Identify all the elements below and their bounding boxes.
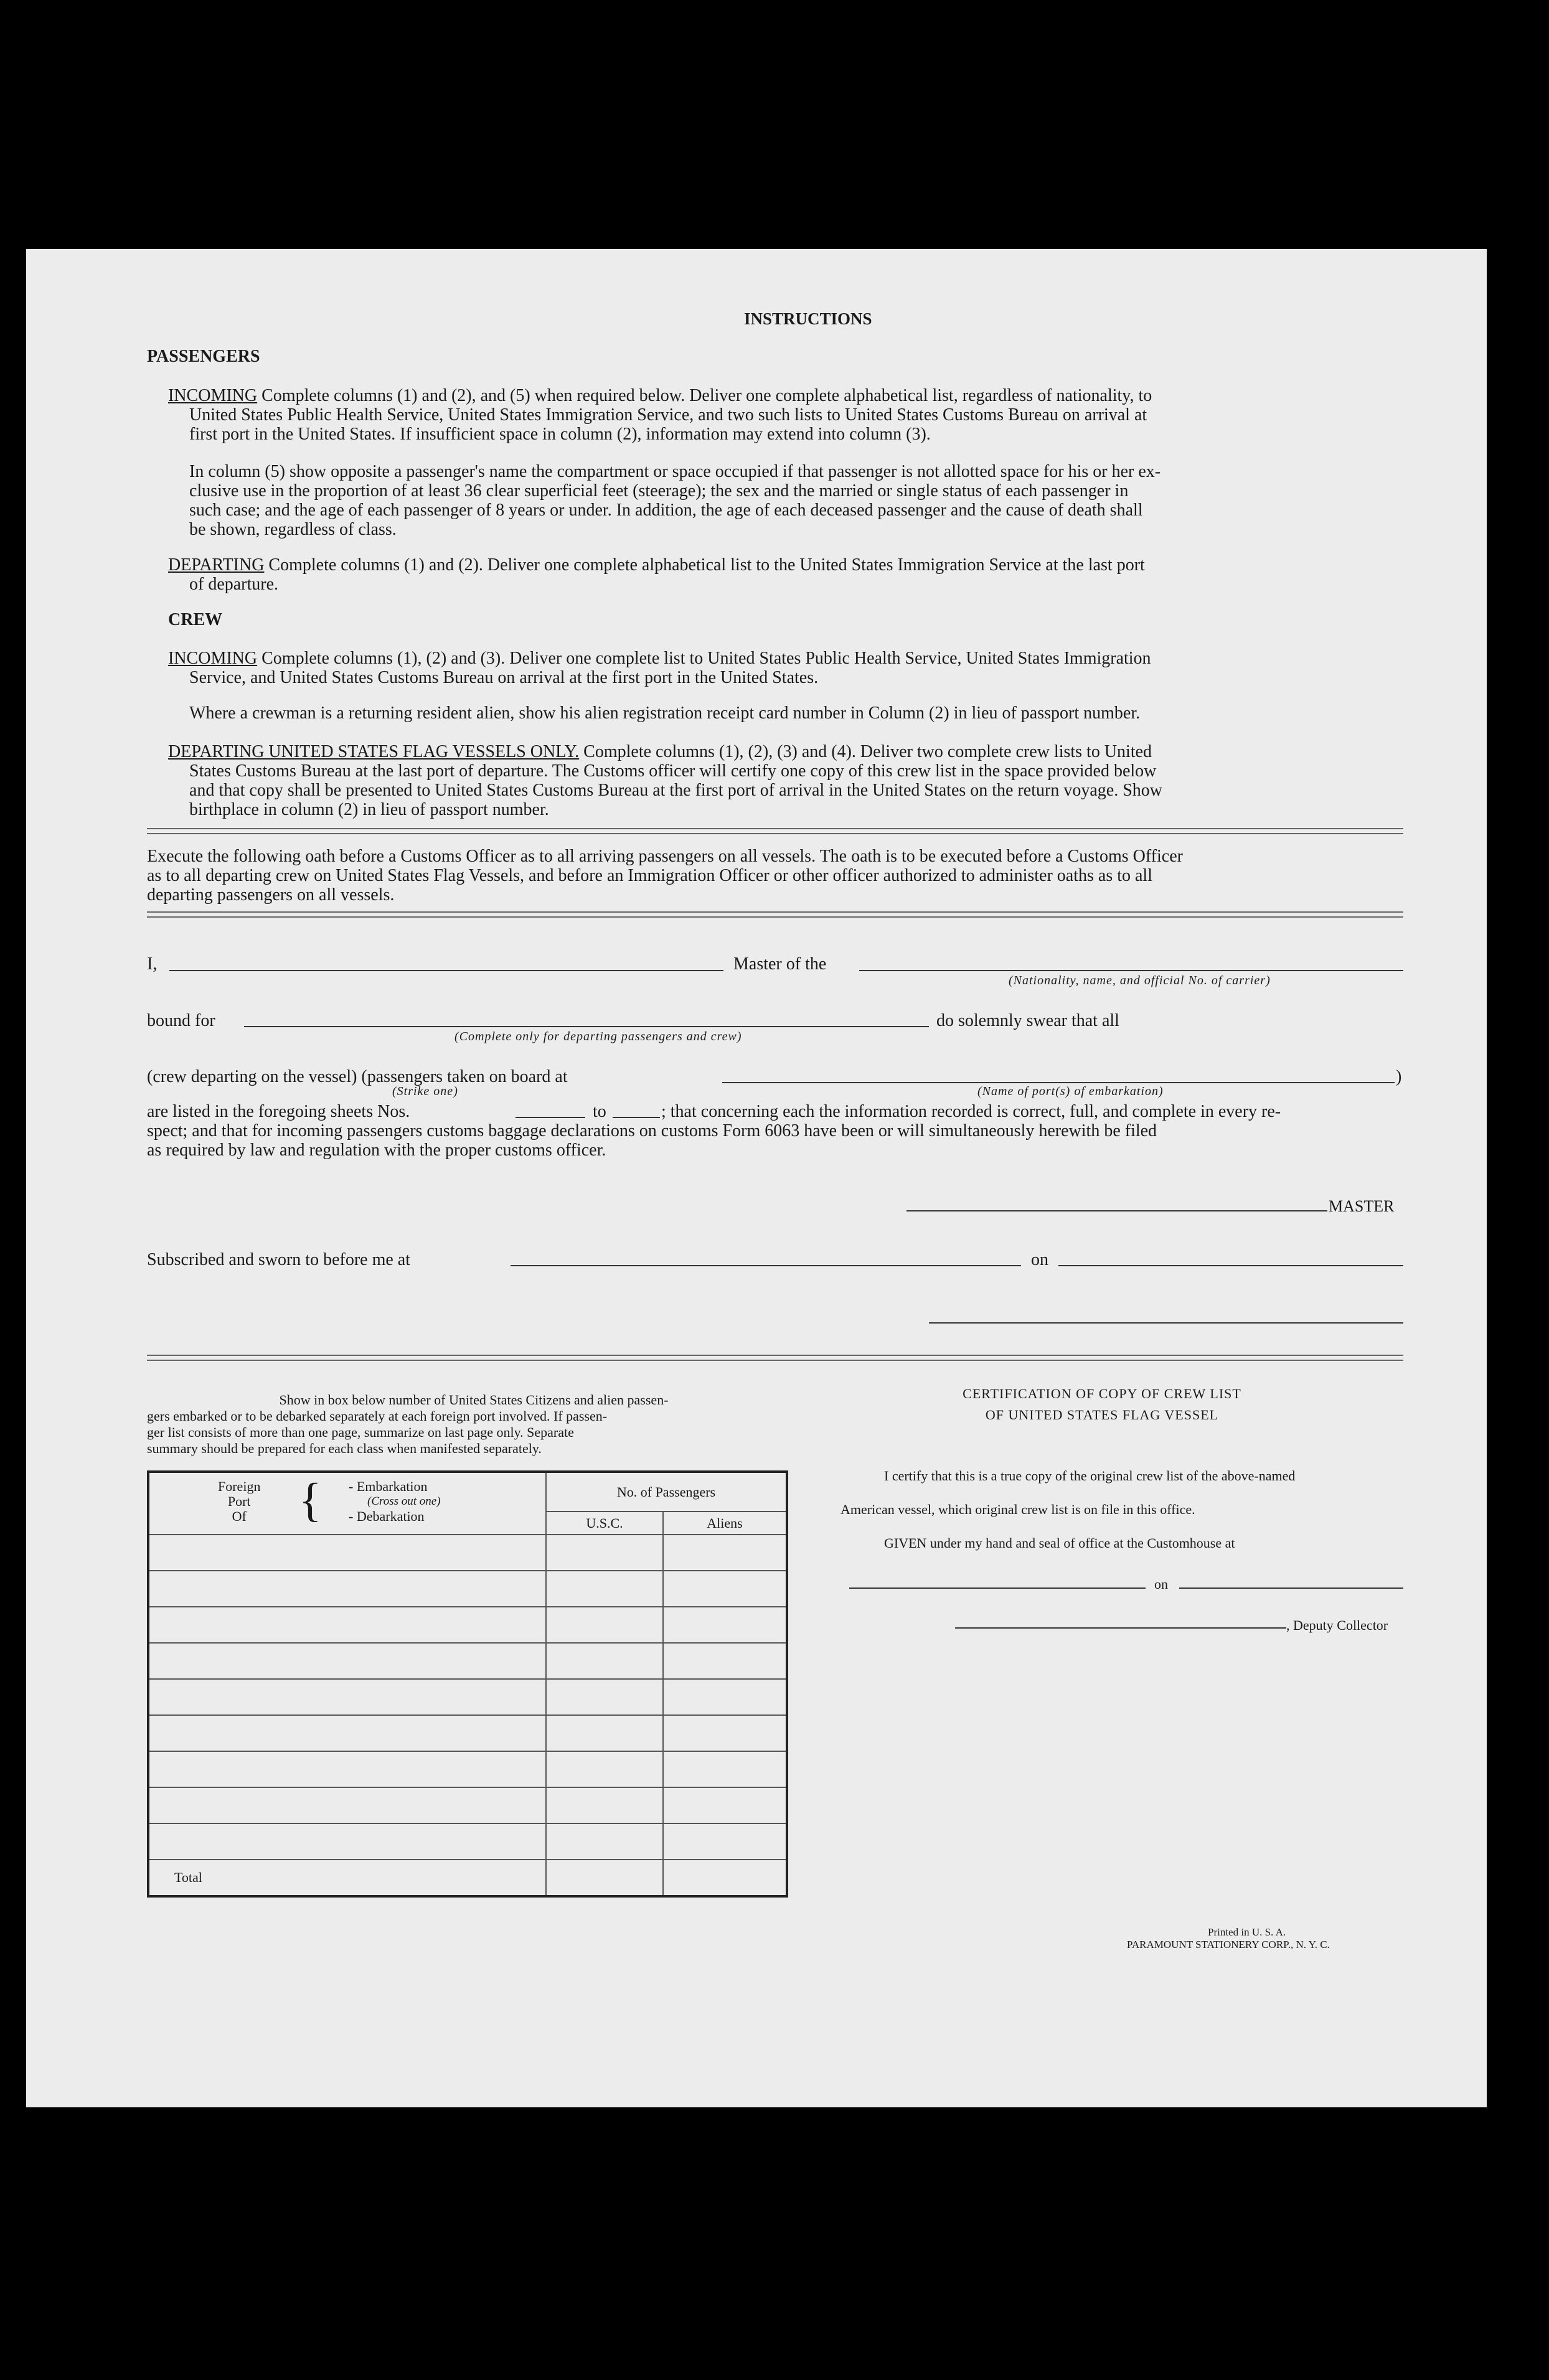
bleed-through-text-left	[156, 274, 591, 324]
foreign-label: Foreign	[218, 1479, 261, 1494]
swear-label: do solemnly swear that all	[936, 1011, 1119, 1030]
strike-caption: (Strike one)	[392, 1084, 458, 1098]
aliens-cell[interactable]	[663, 1715, 787, 1751]
port-caption: (Name of port(s) of embarkation)	[977, 1084, 1164, 1098]
aliens-header: Aliens	[663, 1512, 787, 1535]
usc-cell[interactable]	[546, 1571, 663, 1607]
usc-cell[interactable]	[546, 1715, 663, 1751]
port-cell[interactable]	[148, 1823, 546, 1860]
certification-place-field[interactable]	[849, 1587, 1146, 1589]
crew-departing-flag-block	[168, 742, 1383, 819]
oath-line-2: spect; and that for incoming passengers customs baggage declarations on customs Form 6063 have been or will simultaneously herewith be filed	[147, 1121, 1157, 1141]
cross-out-label: (Cross out one)	[367, 1495, 441, 1508]
usc-cell[interactable]	[546, 1679, 663, 1715]
certification-title-2: OF UNITED STATES FLAG VESSEL	[985, 1407, 1219, 1423]
crew-incoming-block	[168, 649, 1383, 687]
crew-departing-flag-label: DEPARTING UNITED STATES FLAG VESSELS ONLY.	[168, 742, 580, 761]
aliens-cell[interactable]	[663, 1679, 787, 1715]
printed-in-usa: Printed in U. S. A.	[1208, 1926, 1286, 1938]
brace-icon: {	[299, 1474, 322, 1526]
divider-2	[147, 911, 1403, 918]
subscribed-place-field[interactable]	[511, 1265, 1021, 1266]
oath-instructions	[147, 847, 1403, 905]
crew-departing-flag-line-4: birthplace in column (2) in lieu of passport number.	[189, 800, 549, 819]
aliens-cell[interactable]	[663, 1535, 787, 1571]
usc-cell[interactable]	[546, 1787, 663, 1823]
crew-returning-resident: Where a crewman is a returning resident alien, show his alien registration receipt card number in Column (2) in lieu of passport number.	[189, 703, 1141, 723]
aliens-cell[interactable]	[663, 1643, 787, 1679]
summary-intro	[147, 1392, 801, 1457]
foreign-port-header	[148, 1472, 546, 1535]
usc-cell[interactable]	[546, 1535, 663, 1571]
passengers-incoming-line-1: Complete columns (1) and (2), and (5) when required below. Deliver one complete alphabetical list, regardless of nationality, to	[261, 386, 1152, 405]
table-header-row	[148, 1472, 787, 1512]
master-of-label: Master of the	[733, 954, 827, 974]
aliens-cell[interactable]	[663, 1751, 787, 1787]
master-label: MASTER	[1329, 1197, 1395, 1215]
total-row	[148, 1860, 787, 1896]
port-cell[interactable]	[148, 1715, 546, 1751]
master-signature-field[interactable]	[906, 1210, 1327, 1211]
officer-signature-field[interactable]	[929, 1322, 1403, 1324]
passengers-departing-line-1: Complete columns (1) and (2). Deliver one complete alphabetical list to the United States Immigration Service at the last port	[268, 555, 1145, 575]
aliens-cell[interactable]	[663, 1823, 787, 1860]
port-cell[interactable]	[148, 1679, 546, 1715]
summary-intro-line-3: ger list consists of more than one page, summarize on last page only. Separate	[147, 1424, 574, 1440]
passengers-departing-label: DEPARTING	[168, 555, 265, 575]
passengers-incoming-line-2: United States Public Health Service, United States Immigration Service, and two such lists to United States Customs Bureau on arrival at	[189, 405, 1147, 425]
crew-incoming-line-2: Service, and United States Customs Bureau on arrival at the first port in the United States.	[189, 668, 819, 687]
certification-on-label: on	[1154, 1576, 1168, 1592]
divider-1	[147, 828, 1403, 834]
carrier-caption: (Nationality, name, and official No. of carrier)	[1009, 974, 1271, 987]
aliens-cell[interactable]	[663, 1787, 787, 1823]
crew-departing-flag-line-3: and that copy shall be presented to United States Customs Bureau at the first port of arrival in the United States on the return voyage. Show	[189, 781, 1162, 800]
bound-for-label: bound for	[147, 1011, 215, 1030]
passengers-incoming-line-3: first port in the United States. If insufficient space in column (2), information may extend into column (3).	[189, 425, 931, 444]
crew-incoming-line-1: Complete columns (1), (2) and (3). Deliver one complete list to United States Public Health Service, United States Immigration	[261, 649, 1151, 668]
sheet-from-field[interactable]	[516, 1117, 585, 1118]
oath-instructions-line-2: as to all departing crew on United States Flag Vessels, and before an Immigration Officer or other officer authorized to administer oaths as to all	[147, 866, 1152, 885]
column5-line-3: such case; and the age of each passenger of 8 years or under. In addition, the age of each deceased passenger and the cause of death shall	[189, 501, 1143, 520]
master-name-field[interactable]	[169, 970, 723, 971]
column5-paragraph	[189, 462, 1383, 539]
table-row	[148, 1643, 787, 1679]
port-cell[interactable]	[148, 1535, 546, 1571]
column5-line-2: clusive use in the proportion of at least 36 clear superficial feet (steerage); the sex and the married or single status of each passenger in	[189, 481, 1129, 501]
table-row	[148, 1751, 787, 1787]
column5-line-4: be shown, regardless of class.	[189, 520, 397, 539]
printer-name: PARAMOUNT STATIONERY CORP., N. Y. C.	[1127, 1939, 1330, 1950]
certification-text-1: I certify that this is a true copy of the original crew list of the above-named	[884, 1468, 1296, 1484]
bound-for-field[interactable]	[244, 1026, 929, 1027]
table-row	[148, 1715, 787, 1751]
passengers-heading: PASSENGERS	[147, 347, 260, 366]
table-row	[148, 1571, 787, 1607]
summary-intro-line-1: Show in box below number of United States Citizens and alien passen-	[279, 1392, 669, 1408]
bound-caption: (Complete only for departing passengers and crew)	[454, 1030, 742, 1043]
deputy-collector-signature-field[interactable]	[955, 1627, 1286, 1629]
no-passengers-header: No. of Passengers	[546, 1472, 787, 1512]
subscribed-label: Subscribed and sworn to before me at	[147, 1250, 410, 1269]
port-embarkation-field[interactable]	[722, 1082, 1395, 1083]
certification-date-field[interactable]	[1179, 1587, 1403, 1589]
usc-header: U.S.C.	[546, 1512, 663, 1535]
crew-departing-flag-line-1: Complete columns (1), (2), (3) and (4). Deliver two complete crew lists to United	[583, 742, 1152, 761]
total-label: Total	[148, 1860, 546, 1896]
crew-departing-flag-line-2: States Customs Bureau at the last port of departure. The Customs officer will certify one copy of this crew list in the space provided below	[189, 761, 1157, 781]
to-label: to	[593, 1102, 606, 1121]
table-row	[148, 1535, 787, 1571]
aliens-cell[interactable]	[663, 1607, 787, 1643]
aliens-total-cell[interactable]	[663, 1860, 787, 1896]
certification-title	[865, 1386, 1339, 1423]
listed-rest: ; that concerning each the information recorded is correct, full, and complete in every re-	[661, 1102, 1281, 1121]
table-row	[148, 1607, 787, 1643]
subscribed-on-label: on	[1031, 1250, 1048, 1269]
port-cell[interactable]	[148, 1571, 546, 1607]
passenger-summary-table	[147, 1470, 788, 1898]
of-label: Of	[232, 1508, 247, 1524]
usc-cell[interactable]	[546, 1751, 663, 1787]
port-cell[interactable]	[148, 1787, 546, 1823]
passengers-departing-line-2: of departure.	[189, 575, 279, 594]
crew-passengers-label: (crew departing on the vessel) (passengers taken on board at	[147, 1067, 568, 1086]
port-cell[interactable]	[148, 1751, 546, 1787]
certification-title-1: CERTIFICATION OF COPY OF CREW LIST	[963, 1386, 1241, 1401]
usc-cell[interactable]	[546, 1823, 663, 1860]
oath-instructions-line-3: departing passengers on all vessels.	[147, 885, 395, 905]
deputy-collector-label: , Deputy Collector	[1286, 1617, 1388, 1633]
oath-line-3: as required by law and regulation with the proper customs officer.	[147, 1141, 606, 1160]
usc-cell[interactable]	[546, 1643, 663, 1679]
passengers-incoming-block	[168, 386, 1383, 444]
embarkation-label: - Embarkation	[349, 1479, 428, 1494]
certification-given: GIVEN under my hand and seal of office at the Customhouse at	[884, 1535, 1235, 1551]
passengers-departing-block	[168, 555, 1383, 594]
divider-3	[147, 1355, 1403, 1361]
table-row	[148, 1679, 787, 1715]
port-cell[interactable]	[148, 1607, 546, 1643]
column5-line-1: In column (5) show opposite a passenger's name the compartment or space occupied if that passenger is not allotted space for his or her ex-	[189, 462, 1161, 481]
aliens-cell[interactable]	[663, 1571, 787, 1607]
listed-label: are listed in the foregoing sheets Nos.	[147, 1102, 410, 1121]
table-row	[148, 1823, 787, 1860]
crew-incoming-label: INCOMING	[168, 649, 258, 668]
port-label: Port	[227, 1493, 251, 1509]
oath-instructions-line-1: Execute the following oath before a Customs Officer as to all arriving passengers on all vessels. The oath is to be executed before a Customs Officer	[147, 847, 1183, 866]
summary-intro-line-2: gers embarked or to be debarked separately at each foreign port involved. If passen-	[147, 1408, 608, 1424]
debarkation-label: - Debarkation	[349, 1508, 425, 1524]
crew-heading: CREW	[168, 610, 223, 629]
carrier-field[interactable]	[859, 970, 1403, 971]
port-cell[interactable]	[148, 1643, 546, 1679]
summary-intro-line-4: summary should be prepared for each class when manifested separately.	[147, 1441, 542, 1456]
subscribed-date-field[interactable]	[1058, 1265, 1403, 1266]
sheet-to-field[interactable]	[613, 1117, 660, 1118]
oath-i-label: I,	[147, 954, 158, 974]
usc-cell[interactable]	[546, 1607, 663, 1643]
usc-total-cell[interactable]	[546, 1860, 663, 1896]
passengers-incoming-label: INCOMING	[168, 386, 258, 405]
instructions-title: INSTRUCTIONS	[744, 309, 872, 328]
certification-text-2: American vessel, which original crew list is on file in this office.	[840, 1502, 1195, 1517]
table-row	[148, 1787, 787, 1823]
close-paren: )	[1396, 1067, 1402, 1086]
